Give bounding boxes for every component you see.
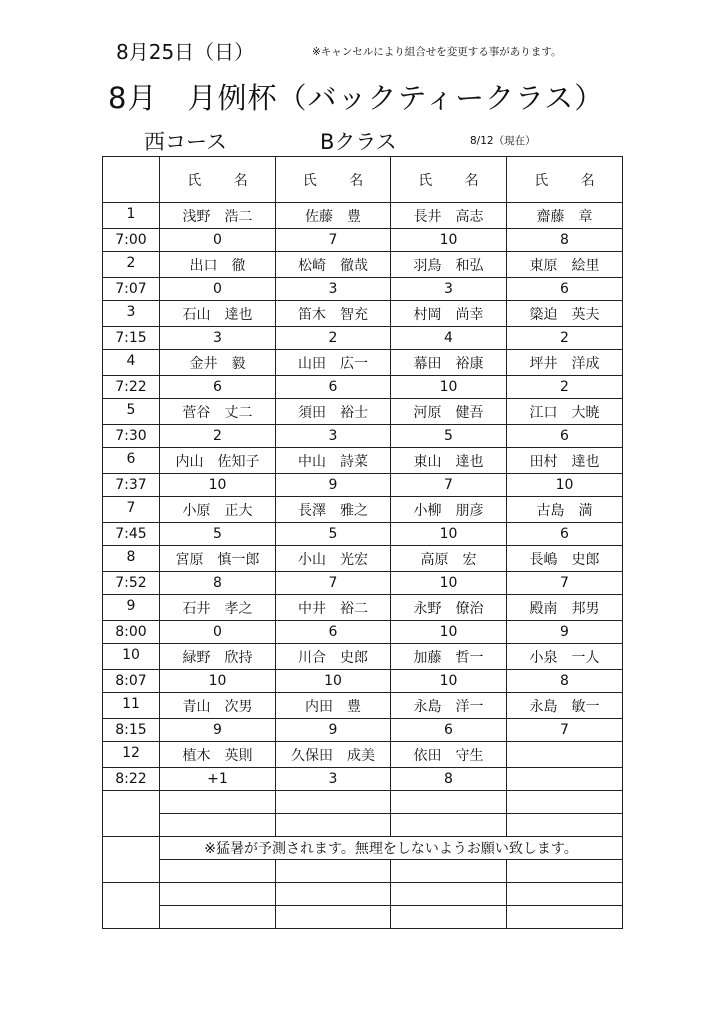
player-name: 長井 高志: [391, 203, 507, 229]
player-value: 10: [507, 474, 623, 497]
blank-row: [103, 791, 623, 814]
blank-row: [103, 906, 623, 929]
player-name: 高原 宏: [391, 546, 507, 572]
player-value: 3: [276, 768, 391, 791]
tee-time: 7:30: [103, 425, 160, 448]
player-name: 永島 洋一: [391, 693, 507, 719]
tee-time: 8:00: [103, 621, 160, 644]
player-name: 内山 佐知子: [160, 448, 276, 474]
blank-cell: [160, 791, 276, 814]
player-name: 依田 守生: [391, 742, 507, 768]
player-name: 須田 裕士: [276, 399, 391, 425]
player-value: 6: [507, 425, 623, 448]
blank-group-cell: [103, 791, 160, 837]
player-name: 佐藤 豊: [276, 203, 391, 229]
name-column-header: 氏 名: [391, 157, 507, 203]
player-name: 金井 毅: [160, 350, 276, 376]
blank-row: [103, 883, 623, 906]
tee-time: 8:15: [103, 719, 160, 742]
player-name: 羽鳥 和弘: [391, 252, 507, 278]
player-name: 古島 満: [507, 497, 623, 523]
player-value: 8: [160, 572, 276, 595]
blank-group-cell: [103, 837, 160, 883]
group-name-row: [103, 350, 623, 376]
group-number: 1: [103, 203, 160, 229]
group-name-row: [103, 497, 623, 523]
group-value-row: [103, 621, 623, 644]
player-value: 10: [160, 670, 276, 693]
blank-cell: [160, 883, 276, 906]
player-name: 内田 豊: [276, 693, 391, 719]
group-name-row: [103, 252, 623, 278]
as-of-date: 8/12（現在）: [470, 135, 536, 147]
player-value: 3: [391, 278, 507, 301]
blank-cell: [391, 883, 507, 906]
player-value: 9: [507, 621, 623, 644]
player-value: 6: [507, 278, 623, 301]
player-name: 簗迫 英夫: [507, 301, 623, 327]
blank-cell: [160, 860, 276, 883]
name-column-header: 氏 名: [507, 157, 623, 203]
player-value: 10: [391, 229, 507, 252]
blank-cell: [160, 814, 276, 837]
blank-cell: [391, 791, 507, 814]
group-number: 11: [103, 693, 160, 719]
player-value: 6: [276, 621, 391, 644]
group-name-row: [103, 399, 623, 425]
tee-time: 7:22: [103, 376, 160, 399]
player-value: 10: [391, 523, 507, 546]
group-number: 3: [103, 301, 160, 327]
player-value: 2: [507, 327, 623, 350]
player-name: 東山 達也: [391, 448, 507, 474]
player-value: 3: [276, 425, 391, 448]
player-name: 殿南 邦男: [507, 595, 623, 621]
player-name: 石井 孝之: [160, 595, 276, 621]
player-name: 江口 大暁: [507, 399, 623, 425]
group-name-row: [103, 546, 623, 572]
blank-cell: [507, 814, 623, 837]
blank-cell: [276, 860, 391, 883]
blank-cell: [276, 906, 391, 929]
tee-time: 7:07: [103, 278, 160, 301]
group-value-row: [103, 572, 623, 595]
player-value: 9: [276, 719, 391, 742]
group-name-row: [103, 448, 623, 474]
player-value: 2: [507, 376, 623, 399]
group-number: 12: [103, 742, 160, 768]
blank-cell: [391, 906, 507, 929]
player-name: 坪井 洋成: [507, 350, 623, 376]
player-value: 9: [276, 474, 391, 497]
player-value: 8: [391, 768, 507, 791]
player-name: 長澤 雅之: [276, 497, 391, 523]
player-value: 8: [507, 229, 623, 252]
player-value: 7: [507, 719, 623, 742]
group-number: 4: [103, 350, 160, 376]
blank-cell: [507, 883, 623, 906]
player-name: 田村 達也: [507, 448, 623, 474]
player-value: 4: [391, 327, 507, 350]
player-value: 0: [160, 229, 276, 252]
event-date: 8月25日（日）: [116, 40, 255, 64]
player-name: 中山 詩菜: [276, 448, 391, 474]
group-number: 9: [103, 595, 160, 621]
blank-cell: [507, 906, 623, 929]
player-value: 6: [507, 523, 623, 546]
group-name-row: [103, 301, 623, 327]
player-value: 7: [391, 474, 507, 497]
player-name: 河原 健吾: [391, 399, 507, 425]
group-value-row: [103, 719, 623, 742]
group-column-header: [103, 157, 160, 203]
player-name: 永野 僚治: [391, 595, 507, 621]
group-value-row: [103, 425, 623, 448]
player-value: 10: [391, 376, 507, 399]
player-name: 中井 裕二: [276, 595, 391, 621]
group-name-row: [103, 742, 623, 768]
blank-cell: [276, 883, 391, 906]
player-name: 久保田 成美: [276, 742, 391, 768]
tee-time: 8:07: [103, 670, 160, 693]
name-column-header: 氏 名: [276, 157, 391, 203]
blank-cell: [276, 791, 391, 814]
player-value: 6: [391, 719, 507, 742]
tee-time: 7:45: [103, 523, 160, 546]
blank-cell: [507, 791, 623, 814]
player-value: 10: [391, 621, 507, 644]
cancellation-notice: ※キャンセルにより組合せを変更する事があります。: [312, 46, 562, 58]
player-name: 石山 達也: [160, 301, 276, 327]
player-value: 10: [391, 572, 507, 595]
blank-cell: [391, 860, 507, 883]
player-value: 0: [160, 278, 276, 301]
group-name-row: [103, 693, 623, 719]
blank-cell: [507, 860, 623, 883]
player-value: [507, 768, 623, 791]
group-number: 10: [103, 644, 160, 670]
blank-row: [103, 860, 623, 883]
table-header-row: [103, 157, 623, 203]
player-value: 7: [276, 229, 391, 252]
tee-time: 8:22: [103, 768, 160, 791]
player-name: 浅野 浩二: [160, 203, 276, 229]
player-value: 0: [160, 621, 276, 644]
player-value: 6: [160, 376, 276, 399]
group-value-row: [103, 474, 623, 497]
player-name: 植木 英則: [160, 742, 276, 768]
pairing-table: [102, 156, 623, 929]
player-name: 緑野 欣持: [160, 644, 276, 670]
player-value: 2: [160, 425, 276, 448]
note-row: [103, 837, 623, 860]
player-value: 6: [276, 376, 391, 399]
player-name: 笛木 智充: [276, 301, 391, 327]
player-value: 3: [276, 278, 391, 301]
group-name-row: [103, 203, 623, 229]
group-value-row: [103, 376, 623, 399]
player-value: +1: [160, 768, 276, 791]
player-name: 小泉 一人: [507, 644, 623, 670]
player-name: 永島 敏一: [507, 693, 623, 719]
player-value: 10: [391, 670, 507, 693]
group-name-row: [103, 595, 623, 621]
tee-time: 7:15: [103, 327, 160, 350]
blank-cell: [160, 906, 276, 929]
player-name: 加藤 哲一: [391, 644, 507, 670]
player-value: 9: [160, 719, 276, 742]
player-name: 幕田 裕康: [391, 350, 507, 376]
class-label: Bクラス: [320, 130, 397, 154]
group-value-row: [103, 278, 623, 301]
group-number: 7: [103, 497, 160, 523]
player-value: 2: [276, 327, 391, 350]
group-number: 2: [103, 252, 160, 278]
player-name: 山田 広一: [276, 350, 391, 376]
player-value: 8: [507, 670, 623, 693]
group-number: 6: [103, 448, 160, 474]
player-name: [507, 742, 623, 768]
player-value: 10: [276, 670, 391, 693]
player-name: 東原 絵里: [507, 252, 623, 278]
player-name: 宮原 慎一郎: [160, 546, 276, 572]
group-value-row: [103, 523, 623, 546]
player-name: 川合 史郎: [276, 644, 391, 670]
player-name: 小柳 朋彦: [391, 497, 507, 523]
player-value: 7: [507, 572, 623, 595]
tee-time: 7:37: [103, 474, 160, 497]
blank-group-cell: [103, 883, 160, 929]
player-value: 3: [160, 327, 276, 350]
player-name: 小山 光宏: [276, 546, 391, 572]
course-label: 西コース: [144, 130, 227, 154]
player-name: 青山 次男: [160, 693, 276, 719]
group-value-row: [103, 229, 623, 252]
blank-row: [103, 814, 623, 837]
group-number: 5: [103, 399, 160, 425]
player-name: 菅谷 丈二: [160, 399, 276, 425]
heat-warning-note: ※猛暑が予測されます。無理をしないようお願い致します。: [160, 837, 623, 860]
group-value-row: [103, 327, 623, 350]
name-column-header: 氏 名: [160, 157, 276, 203]
player-name: 出口 徹: [160, 252, 276, 278]
player-value: 5: [276, 523, 391, 546]
group-name-row: [103, 644, 623, 670]
tee-time: 7:00: [103, 229, 160, 252]
player-value: 7: [276, 572, 391, 595]
player-value: 5: [391, 425, 507, 448]
player-name: 小原 正大: [160, 497, 276, 523]
tee-time: 7:52: [103, 572, 160, 595]
page-title: 8月 月例杯（バックティークラス）: [108, 81, 605, 115]
player-value: 10: [160, 474, 276, 497]
group-value-row: [103, 670, 623, 693]
player-name: 村岡 尚幸: [391, 301, 507, 327]
group-value-row: [103, 768, 623, 791]
group-number: 8: [103, 546, 160, 572]
player-value: 5: [160, 523, 276, 546]
player-name: 齋藤 章: [507, 203, 623, 229]
player-name: 松崎 徹哉: [276, 252, 391, 278]
blank-cell: [391, 814, 507, 837]
blank-cell: [276, 814, 391, 837]
player-name: 長嶋 史郎: [507, 546, 623, 572]
